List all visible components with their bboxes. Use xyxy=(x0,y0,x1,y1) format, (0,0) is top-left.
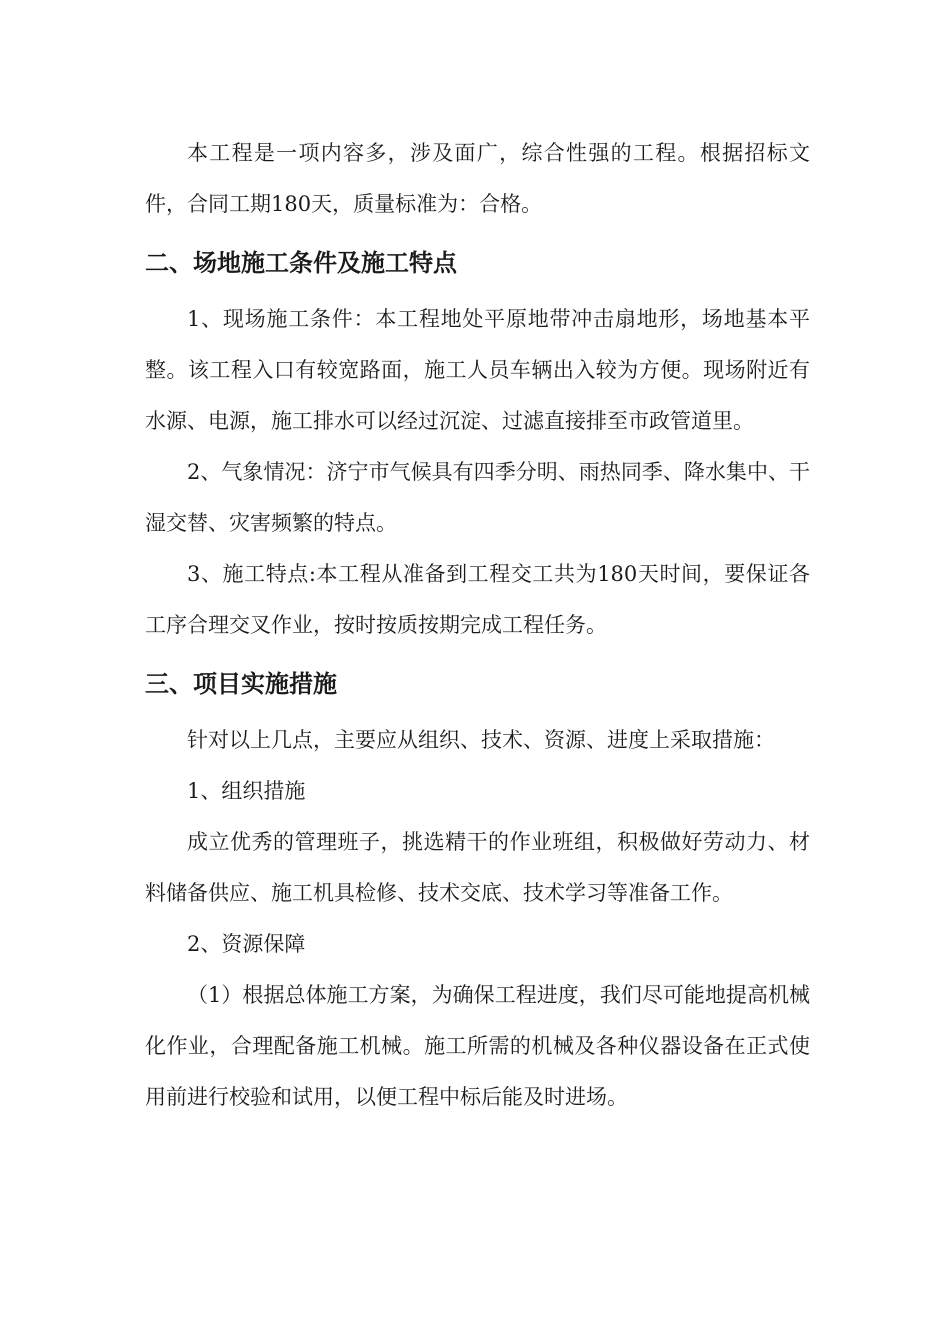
machinery-paragraph: （1）根据总体施工方案，为确保工程进度，我们尽可能地提高机械化作业，合理配备施工机械。施工所需的机械及各种仪器设备在正式使用前进行校验和试用，以便工程中标后能及时进场。 xyxy=(145,983,810,1109)
section-heading-3: 三、项目实施措施 xyxy=(145,670,337,698)
site-conditions-paragraph: 1、现场施工条件：本工程地处平原地带冲击扇地形，场地基本平整。该工程入口有较宽路面，施工人员车辆出入较为方便。现场附近有水源、电源，施工排水可以经过沉淀、过滤直接排至市政管道里。 xyxy=(145,307,810,433)
section-heading-2: 二、场地施工条件及施工特点 xyxy=(145,249,457,277)
construction-features-paragraph: 3、施工特点:本工程从准备到工程交工共为180天时间，要保证各工序合理交叉作业，按时按质按期完成工程任务。 xyxy=(145,562,810,637)
organization-measures-paragraph: 成立优秀的管理班子，挑选精干的作业班组，积极做好劳动力、材料储备供应、施工机具检修、技术交底、技术学习等准备工作。 xyxy=(145,830,810,905)
intro-paragraph: 本工程是一项内容多，涉及面广，综合性强的工程。根据招标文件，合同工期180天，质量标准为：合格。 xyxy=(145,141,810,216)
weather-paragraph: 2、气象情况：济宁市气候具有四季分明、雨热同季、降水集中、干湿交替、灾害频繁的特点。 xyxy=(145,460,810,535)
organization-measures-subheading: 1、组织措施 xyxy=(187,779,306,803)
resource-guarantee-subheading: 2、资源保障 xyxy=(187,932,306,956)
measures-intro-paragraph: 针对以上几点，主要应从组织、技术、资源、进度上采取措施： xyxy=(187,728,775,752)
document-body xyxy=(145,128,810,1123)
